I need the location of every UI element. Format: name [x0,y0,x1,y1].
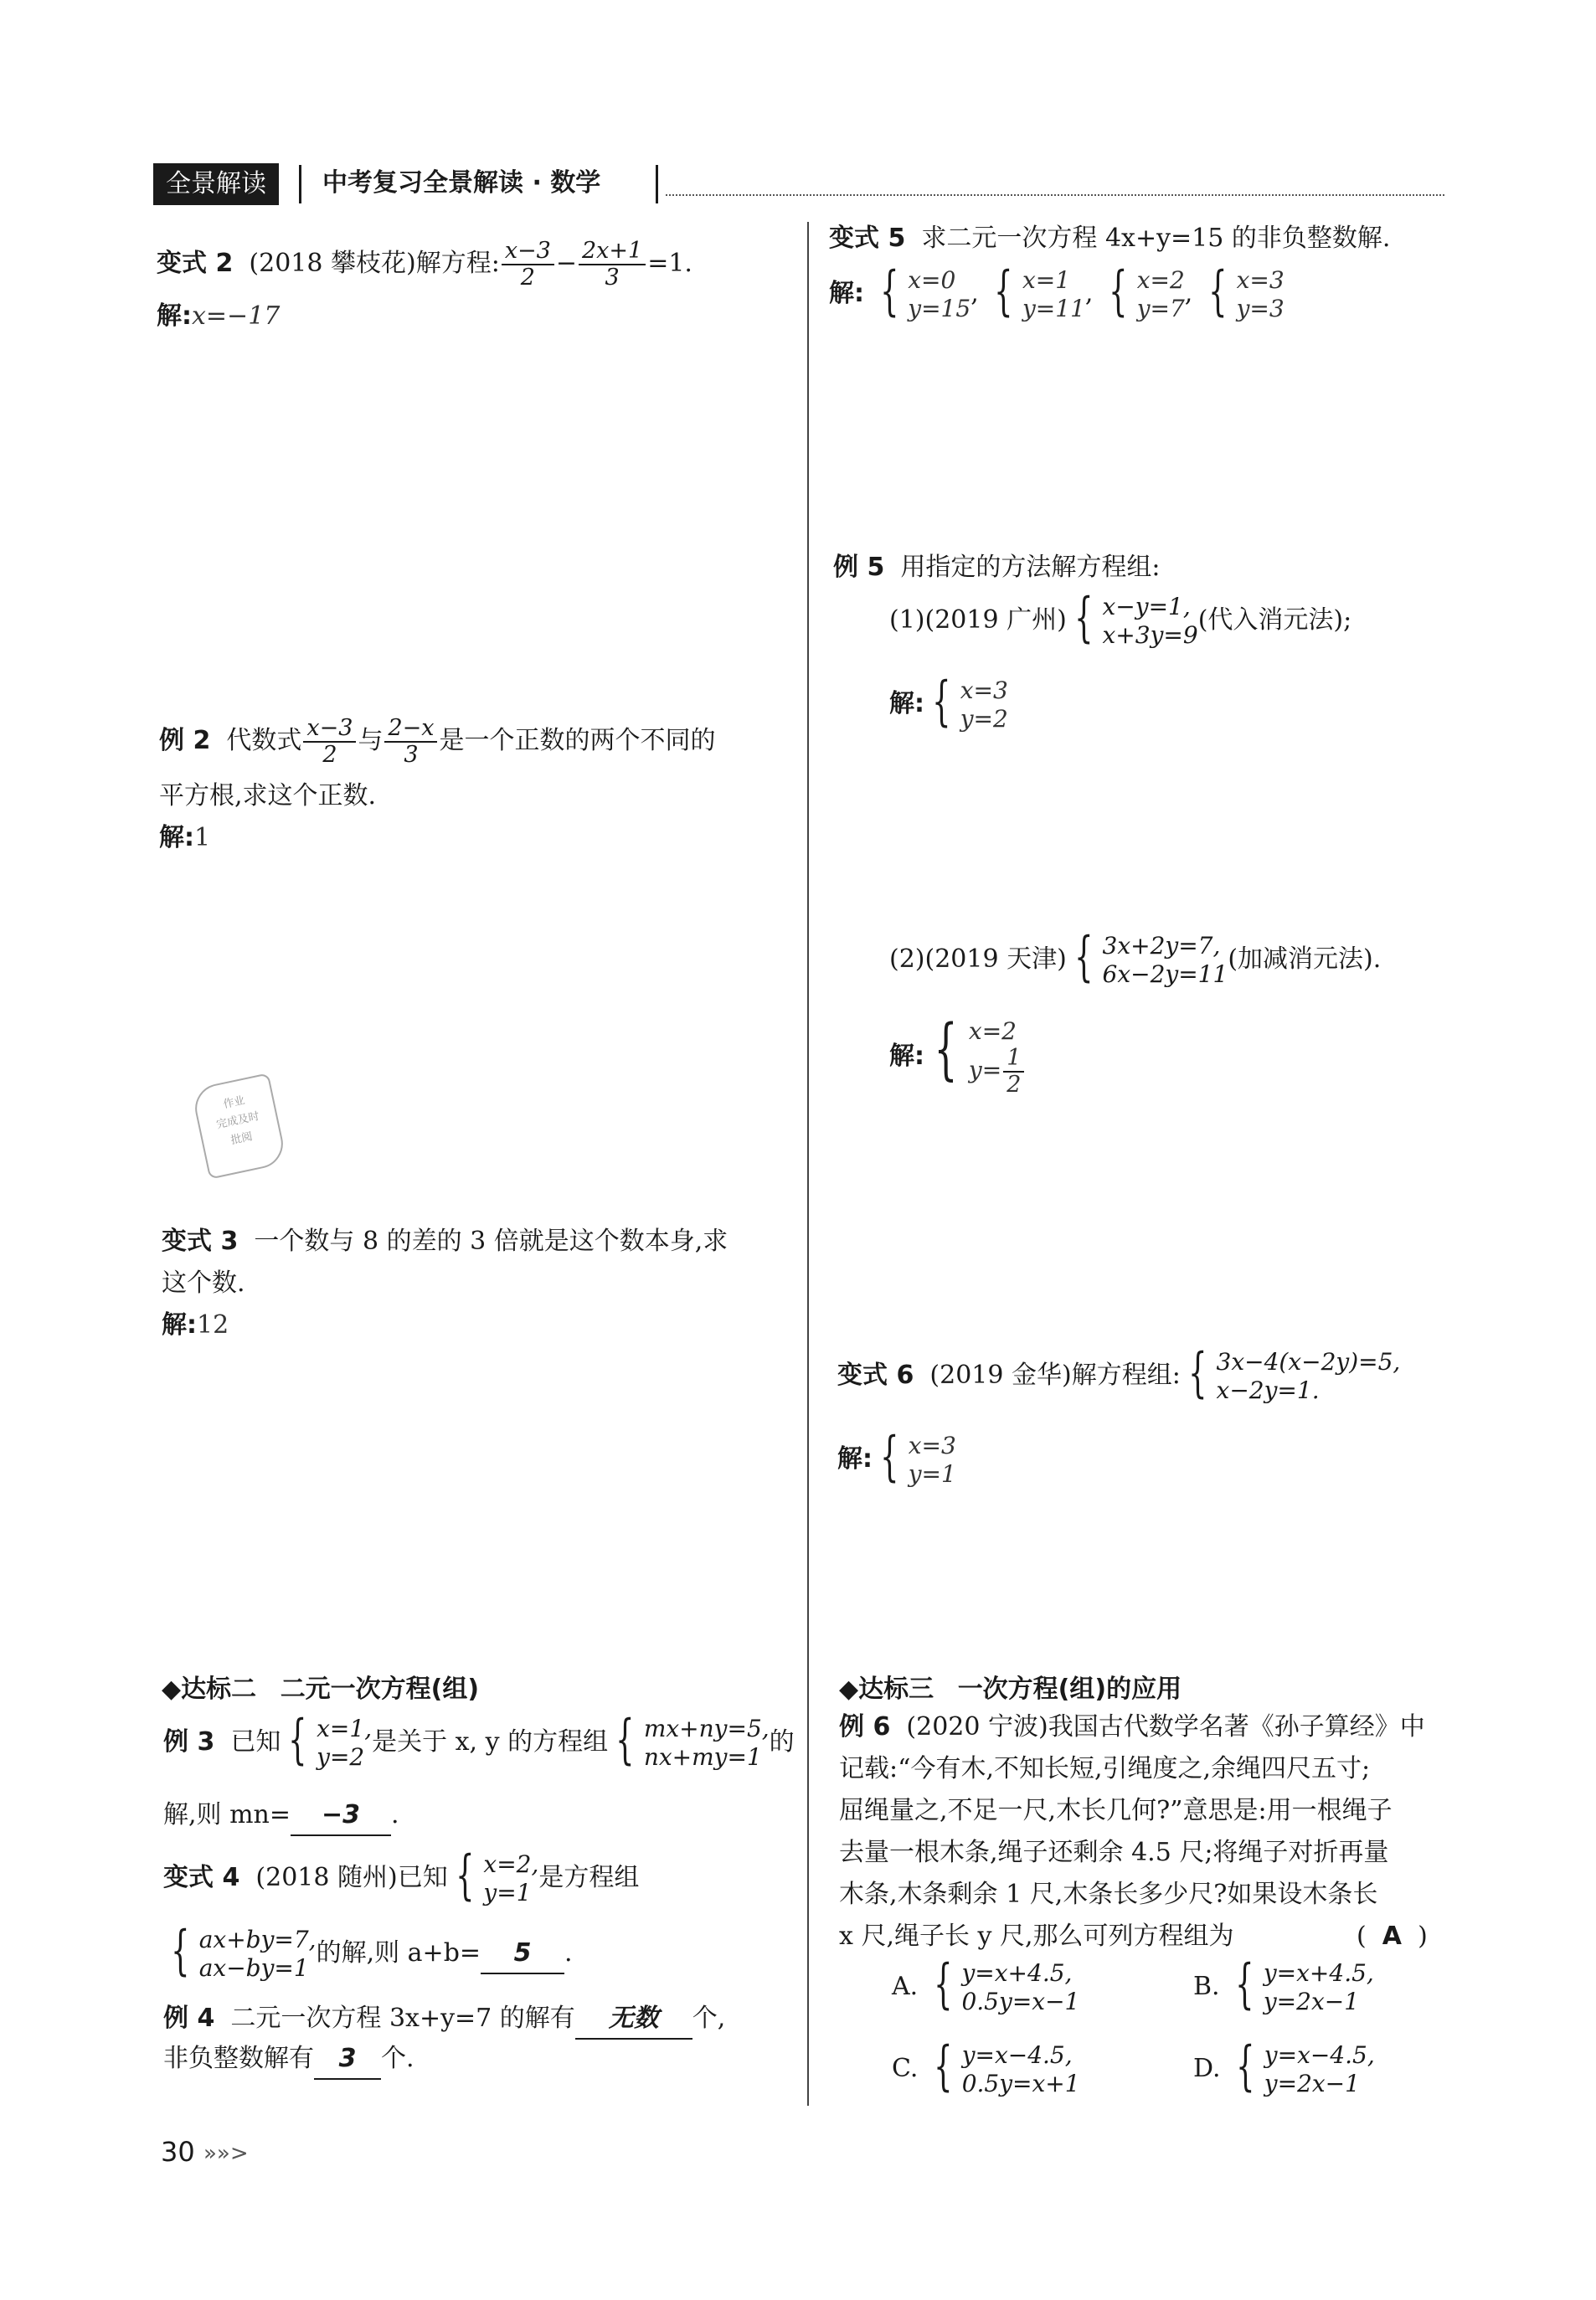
example-5-part-1-solution: 解: { x=3 y=2 [889,671,1008,733]
variant-5-solution: 解: { x=0 y=15 , { x=1 y=11 , { x=2 y=7 , { x=3 y=3 [829,260,1285,322]
example-6-answer: A [1382,1922,1403,1951]
variant-6-question: 变式 6 (2019 金华)解方程组: { 3x−4(x−2y)=5, x−2y=1. [837,1342,1401,1404]
example-4-answer-1: 无数 [575,1999,692,2040]
header-dotted-rule [666,194,1444,196]
column-divider [807,222,809,2106]
example-3-answer: −3 [291,1796,391,1836]
example-6-line-4: 去量一根木条,绳子还剩余 4.5 尺;将绳子对折再量 [839,1838,1389,1867]
example-6-line-6: x 尺,绳子长 y 尺,那么可列方程组为 [839,1922,1234,1951]
example-5-part-2-solution: 解: { x=2 y= $\frac{1}{2}$ [889,1017,1026,1098]
header-title: 中考复习全景解读 · 数学 [322,168,601,198]
variant-5-question: 变式 5 求二元一次方程 4x+y=15 的非负整数解. [829,224,1391,253]
example-3-question: 例 3 已知 { x=1, y=2 是关于 x, y 的方程组 { mx+ny=5, nx+my=1 的 [163,1709,795,1771]
example-2-solution: 解:1 [159,823,211,852]
example-5-question: 例 5 用指定的方法解方程组: [833,553,1161,582]
example-6-line-3: 屈绳量之,不足一尺,木长几何?”意思是:用一根绳子 [839,1796,1393,1825]
example-6-line-5: 木条,木条剩余 1 尺,木条长多少尺?如果设木条长 [839,1880,1378,1909]
variant-2-question: 变式 2 (2018 攀枝花)解方程: $\frac{x-3}{2}$ − $\frac{2x+1}{3}$ =1. [157,238,692,291]
header-bar-2 [656,165,658,203]
example-6-line-1: 例 6 (2020 宁波)我国古代数学名著《孙子算经》中 [839,1712,1425,1742]
variant-3-line2: 这个数. [162,1268,245,1298]
header-bar-1 [299,165,301,203]
example-4-answer-2: 3 [314,2040,381,2080]
option-b: B. { y=x+4.5, y=2x−1 [1193,1953,1374,2015]
example-6-line-2: 记载:“今有木,不知长短,引绳度之,余绳四尺五寸; [839,1754,1371,1783]
example-4-question: 例 4 二元一次方程 3x+y=7 的解有 无数 个, [163,1999,725,2040]
header-badge: 全景解读 [153,163,279,205]
page-number: 30 [161,2136,195,2168]
goal-3-heading: ◆达标三 一次方程(组)的应用 [839,1675,1182,1704]
homework-stamp: 作业 完成及时 批阅 [191,1073,288,1179]
variant-6-solution: 解: { x=3 y=1 [837,1426,956,1488]
variant-4-question: 变式 4 (2018 随州)已知 { x=2, y=1 是方程组 [163,1845,640,1906]
variant-4-answer: 5 [481,1934,564,1974]
option-a: A. { y=x+4.5, 0.5y=x−1 [892,1953,1080,2015]
variant-2-solution: 解:x=−17 [157,301,281,331]
example-2-line2: 平方根,求这个正数. [159,781,377,810]
variant-4-line2: { ax+by=7, ax−by=1 的解,则 a+b= 5 . [171,1920,573,1982]
example-6-answer-bracket: ( A ) [1357,1922,1428,1951]
example-5-part-2: (2)(2019 天津) { 3x+2y=7, 6x−2y=11 (加减消元法). [889,926,1382,988]
example-5-part-1: (1)(2019 广州) { x−y=1, x+3y=9 (代入消元法); [889,587,1352,649]
example-2-question: 例 2 代数式 $\frac{x-3}{2}$ 与 $\frac{2-x}{3}$ 是一个正数的两个不同的 [159,715,716,768]
option-d: D. { y=x−4.5, y=2x−1 [1193,2035,1375,2097]
option-c: C. { y=x−4.5, 0.5y=x+1 [892,2035,1080,2097]
variant-3-solution: 解:12 [162,1310,229,1340]
example-4-line2: 非负整数解有 3 个. [163,2040,414,2080]
page-arrows-icon: »»> [203,2141,249,2166]
variant-3-question: 变式 3 一个数与 8 的差的 3 倍就是这个数本身,求 [162,1227,728,1256]
goal-2-heading: ◆达标二 二元一次方程(组) [162,1675,480,1704]
example-3-line2: 解,则 mn= −3 . [163,1796,399,1836]
